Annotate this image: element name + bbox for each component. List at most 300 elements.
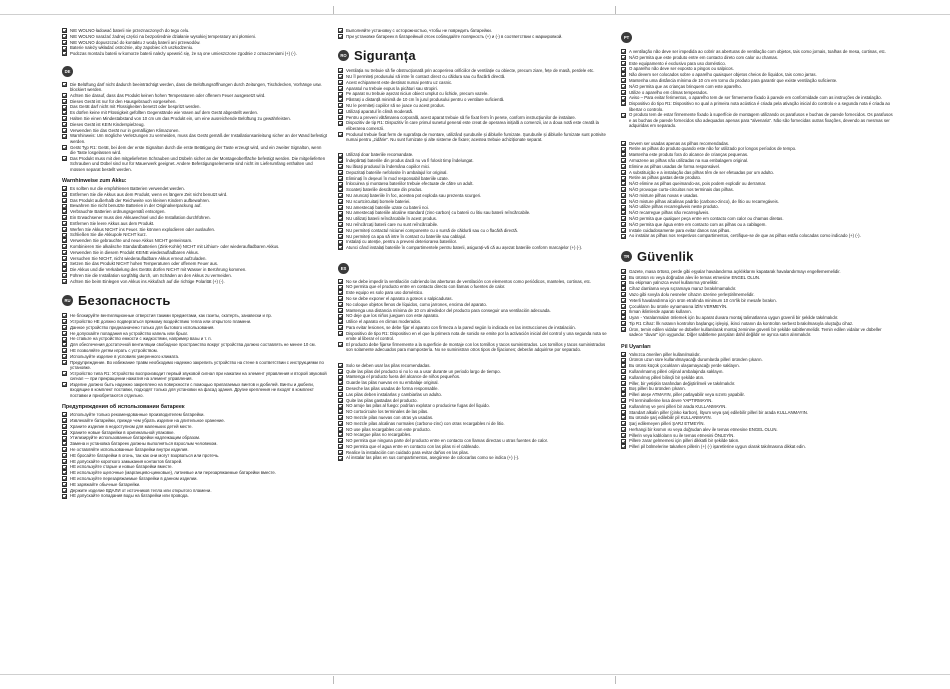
checklist-item (621, 49, 893, 54)
checklist-item (338, 432, 610, 437)
checklist-item-text: Produsul trebuie fixat ferm de suprafața de montare, utilizând șuruburile și diblurile furnizate. Șuruburile și diblurile furnizate sunt potrivite numai pentru „zidărie". Nu sunt furnizate și alte sisteme de fixare; acestea trebuie achiziționate separat. (346, 131, 606, 142)
checklist-item (62, 51, 328, 56)
section-title-ro: Siguranța (354, 48, 416, 64)
checklist-item (621, 369, 893, 374)
checklist-item (621, 280, 893, 285)
checklist-item-text: Kullanılmamış pilleri orijinal ambalajında saklayın. (629, 368, 724, 374)
checklist-item-text: Uyarı - Yaralanmaları önlemek için bu aparat duvara montaj talimatlarına uygun güvenli bir şekilde takılmalıdır. (629, 315, 839, 321)
checklist-item (338, 415, 610, 420)
checkmark-box-icon (621, 358, 626, 363)
language-badge-es: ES (338, 263, 349, 274)
checklist-item-text: Pilleri pil bölmelerine takarken pillerin (+) (-) işaretlerine uygun olarak takılmasına dikkat edin. (629, 444, 806, 450)
checkmark-box-icon (338, 240, 343, 245)
checklist-item-text: Замена и установка батареек должны выполняться взрослым человеком. (70, 441, 218, 447)
checklist-item-text: НЕ используйте щелочные (марганцево-цинковые), литиевые или перезаряжаемые батарейки вместе. (70, 470, 276, 476)
checklist-item (338, 313, 610, 318)
checklist-item (621, 415, 893, 420)
checklist-item (62, 493, 328, 498)
checklist-item (62, 382, 328, 398)
checklist-item (338, 386, 610, 391)
checklist-item-text: Tip R1 Cihaz: İlk notanın kontrolün başlangıç işleyişi, ikinci notanın da kontrolün serbest bırakılmasıyla oluştuğu cihaz. (629, 320, 854, 326)
checklist-item (62, 203, 328, 208)
checkmark-box-icon (621, 101, 626, 106)
checkmark-box-icon (62, 453, 67, 458)
checklist-item-text: Utilize o aparelho em climas temperados. (629, 89, 708, 95)
checklist-item (338, 308, 610, 313)
checkmark-box-icon (62, 418, 67, 423)
checklist-item-text: Depozitați bateriile nefolosite în ambalajul lor original. (346, 169, 448, 175)
column-right (621, 28, 893, 450)
checkmark-box-icon (338, 279, 343, 284)
checklist-item-text: Armazene as pilhas não utilizadas na sua embalagem original. (629, 157, 749, 163)
checklist-item-text: Ürünün uzun süre kullanılmayacağı durumlarda pilleri üründen çıkarın. (629, 357, 763, 363)
checklist-item-text: El producto debe fijarse firmemente a la superficie de montaje con los tornillos y tacos suministrados. Los tornillos y tacos suministrados son solamente adecuados para mampostería. No se suministran otros tipos de fijaciones; deberán adquirirse por separado. (346, 341, 606, 353)
checkmark-box-icon (338, 92, 343, 97)
checklist-item (62, 371, 328, 382)
checklist-item (338, 115, 610, 120)
pl-battery-warnings (62, 28, 328, 57)
checklist-item (62, 93, 328, 98)
checklist-item-text: NU scurtcircuitați bornele bateriei. (346, 198, 411, 204)
checkmark-box-icon (62, 250, 67, 255)
checklist-item (62, 40, 328, 45)
checkmark-box-icon (338, 319, 343, 324)
checklist-item (621, 164, 893, 169)
checklist-item (338, 290, 610, 295)
checklist-item (62, 28, 328, 33)
checklist-item (62, 418, 328, 423)
checkmark-box-icon (621, 205, 626, 210)
checklist-item-text: Piller, bir yetişkin tarafından değiştirilmeli ve takılmalıdır. (629, 380, 736, 386)
checklist-item (338, 193, 610, 198)
checklist-item (62, 267, 328, 272)
checkmark-box-icon (621, 421, 626, 426)
checklist-item (62, 122, 328, 127)
checklist-item-text: Не ставьте на устройство емкости с жидкостями, например вазы и т. п. (70, 336, 212, 342)
checklist-item-text: NÃO permita que as crianças brinquem com este aparelho. (629, 83, 742, 89)
checkmark-box-icon (62, 186, 67, 191)
checklist-item (621, 61, 893, 66)
checklist-item (621, 175, 893, 180)
checkmark-box-icon (62, 354, 67, 359)
checkmark-box-icon (338, 285, 343, 290)
checklist-item (338, 34, 610, 39)
checklist-item (62, 238, 328, 243)
section-header-ru (62, 293, 328, 308)
checklist-item-text: No coloque objetos llenos de líquidos, como jarrones, encima del aparato. (346, 301, 487, 307)
checkmark-box-icon (62, 156, 67, 161)
checklist-item (62, 453, 328, 458)
checkmark-box-icon (621, 228, 626, 233)
checkmark-box-icon (338, 86, 343, 91)
checklist-item-text: Выполняйте установку с осторожностью, чтобы не повредить батарейки. (346, 28, 492, 33)
checkmark-box-icon (621, 292, 626, 297)
checklist-item (62, 325, 328, 330)
checklist-item-text: Retire as pilhas gastas deste produto. (629, 175, 702, 181)
checklist-item (338, 158, 610, 163)
checkmark-box-icon (338, 438, 343, 443)
checklist-item-text: NÃO permita que água entre em contacto com as pilhas ou a cablagem. (629, 221, 767, 227)
checkmark-box-icon (62, 441, 67, 446)
checklist-item-text: Werfen Sie Akkus NICHT ins Feuer. Sie können explodieren oder auslaufen. (70, 226, 216, 232)
checkmark-box-icon (338, 450, 343, 455)
checklist-item (62, 273, 328, 278)
checklist-item-text: Entfernen Sie leere Akkus aus dem Produkt. (70, 220, 155, 226)
checkmark-box-icon (621, 181, 626, 186)
checklist-item (338, 455, 610, 460)
checklist-item-text: Утилизируйте использованные батарейки надлежащим образом. (70, 435, 201, 441)
checklist-item (62, 104, 328, 109)
checklist-item (338, 187, 610, 192)
checklist-item (621, 101, 893, 112)
tr-safety-list (621, 269, 893, 338)
checklist-item-text: NO mezcle pilas alcalinas normales (carbono-zinc) con otras recargables ni de litio. (346, 420, 505, 426)
checkmark-box-icon (62, 436, 67, 441)
checklist-item (338, 398, 610, 403)
checklist-item-text: Çocukların bu ürünle oynamasına İZİN VERMEYİN. (629, 303, 728, 309)
checklist-item-text: Yeterli havalandırma için ürün etrafında minimum 10 cm'lik bir mesafe bırakın. (629, 297, 777, 303)
checklist-item-text: No se debe impedir la ventilación cubriendo las aberturas de ventilación con elementos como periódicos, manteles, cortinas, etc. (346, 278, 592, 284)
checklist-item (621, 392, 893, 397)
checkmark-box-icon (621, 187, 626, 192)
checklist-item-text: Nu lăsați produsul la îndemâna copiilor mici. (346, 163, 431, 169)
checklist-item-text: Не блокируйте вентиляционные отверстия такими предметами, как газеты, скатерть, занавески и пр. (70, 313, 273, 319)
checkmark-box-icon (338, 386, 343, 391)
checklist-item-text: NU permiteți ca apa să intre în contact cu bateriile sau cablajul. (346, 233, 467, 239)
de-battery-list (62, 186, 328, 284)
checklist-item (62, 116, 328, 121)
checklist-item-text: Dispositivo de tipo R1: Dispositivo en el que la primera nota de sonido se emite por la activación inicial del control y una segunda nota se emite al liberar el control. (346, 330, 607, 342)
checklist-item-text: NU utilizați baterii reîncărcabile în acest produs. (346, 216, 437, 222)
checklist-item (338, 234, 610, 239)
checklist-item-text: NO arroje las pilas al fuego: podrían explotar o producirse fugas del líquido. (346, 403, 490, 409)
checklist-item-text: Pil terminallerine kısa devre YAPTIRMAYIN. (629, 397, 713, 403)
checklist-item-text: NÃO provoque curto-circuitos nos terminais das pilhas. (629, 186, 734, 192)
checklist-item (62, 250, 328, 255)
checklist-item (62, 128, 328, 133)
checkmark-box-icon (62, 325, 67, 330)
checklist-item (338, 210, 610, 215)
checklist-item-text: Pillere zarar gelmemesi için pilleri dikkatli bir şekilde takın. (629, 438, 740, 444)
checklist-item-text: Dispozitiv de tip R1: Dispozitiv în care primul sunetul general este creat de operarea inițială a comenzii, iar a doua notă este creată la eliberarea comenzii. (346, 120, 599, 131)
checklist-item (338, 91, 610, 96)
checkmark-box-icon (621, 210, 626, 215)
checklist-item (621, 375, 893, 380)
checklist-item-text: Não devem ser colocados sobre o aparelho quaisquer objetos cheios de líquidos, tais como jarras. (629, 72, 817, 78)
checklist-item-text: Ventilația nu trebuie să fie obstrucționată prin acoperirea orificiilor de ventilație cu obiecte, precum ziare, fețe de masă, perdele etc. (346, 68, 595, 74)
language-badge-ro: RO (338, 50, 349, 61)
checklist-item (621, 357, 893, 362)
checklist-item (621, 199, 893, 204)
checklist-item-text: Ürün, temin edilen vidalar ve dübeller kullanılarak montaj zeminine güvenli bir şekilde sabitlenmelidir. Temin edilen vidalar ve dübeller sadece "duvar" için uygundur. Diğer sabitleme parçaları dahil değildir ve ayrıca satın alınmalıdır. (629, 326, 882, 338)
checkmark-box-icon (62, 459, 67, 464)
checklist-item-text: Не оставляйте использованные батарейки внутри изделия. (70, 446, 189, 452)
checkmark-box-icon (621, 275, 626, 280)
checklist-item (62, 82, 328, 93)
checklist-item-text: O produto tem de estar firmemente fixado à superfície de montagem utilizando os parafusos e buchas de parede fornecidos. Os parafusos e as buchas de parede fornecidos são adequados apenas para "alvenaria". Não são fornecidas outras fixações, devendo as mesmas ser adquiridas em separado. (629, 112, 893, 129)
checklist-item (62, 145, 328, 156)
checkmark-box-icon (338, 375, 343, 380)
checkmark-box-icon (621, 392, 626, 397)
checklist-item-text: Не допускайте попадания на устройство капель или брызг. (70, 330, 188, 336)
checklist-item-text: Îndepărtați bateriile din produs dacă nu va fi folosit timp îndelungat. (346, 158, 474, 164)
checklist-item-text: Ein Erwachsener muss den Akkuwechsel und die Installation durchführen. (70, 214, 211, 220)
checklist-item-text: Aparatul nu trebuie expus la picături sau stropiri. (346, 85, 438, 91)
checklist-item (338, 181, 610, 186)
checklist-item (338, 284, 610, 289)
checklist-item (62, 342, 328, 347)
checklist-item (338, 363, 610, 368)
checkmark-box-icon (621, 387, 626, 392)
checklist-item (62, 192, 328, 197)
checkmark-box-icon (338, 103, 343, 108)
checkmark-box-icon (62, 337, 67, 342)
checklist-item-text: Achten Sie darauf, dass das Produkt keinen hohen Temperaturen oder offenem Feuer ausgesetzt wird. (70, 92, 266, 98)
checklist-item-text: NO use pilas recargables con este producto. (346, 426, 431, 432)
checkmark-box-icon (338, 164, 343, 169)
pt-safety-list (621, 49, 893, 129)
checklist-item-text: NÃO utilize pilhas recarregáveis neste produto. (629, 204, 719, 210)
checklist-item-text: NU aruncați bateriile în foc, acestea pot exploda sau prezenta scurgeri. (346, 192, 482, 198)
checkmark-box-icon (621, 404, 626, 409)
checklist-item-text: NU permiteți contactul niciunei componente cu o sursă de căldură sau cu o flacără directă. (346, 227, 518, 233)
checkmark-box-icon (62, 238, 67, 243)
checkmark-box-icon (621, 415, 626, 420)
checklist-item-text: Halten Sie einen Mindestabstand von 10 cm um das Produkt ein, um eine ausreichende Belüftung zu gewährleisten. (70, 115, 291, 121)
checklist-item-text: Guarde las pilas nuevas en su embalaje original. (346, 380, 439, 386)
checkmark-box-icon (62, 476, 67, 481)
checklist-item (621, 421, 893, 426)
checklist-item-text: НЕ позволяйте детям играть с устройством. (70, 347, 158, 353)
checkmark-box-icon (62, 348, 67, 353)
checkmark-box-icon (62, 233, 67, 238)
checkmark-box-icon (621, 315, 626, 320)
checkmark-box-icon (338, 115, 343, 120)
checklist-item (338, 28, 610, 33)
checkmark-box-icon (338, 182, 343, 187)
checklist-item-text: Realice la instalación con cuidado para evitar daños en las pilas. (346, 449, 470, 455)
checklist-item (621, 72, 893, 77)
checkmark-box-icon (621, 281, 626, 286)
checkmark-box-icon (621, 222, 626, 227)
checklist-item-text: NU amestecați bateriile uzate cu baterii noi. (346, 204, 429, 210)
checklist-item-text: Dieses Gerät ist KEIN Kinderspielzeug. (70, 121, 145, 127)
checklist-item-text: Standart alkalin piller (çinko karbon), lityum veya şarj edilebilir pilleri bir arada KULLANMAYIN. (629, 409, 809, 415)
checkmark-box-icon (338, 153, 343, 158)
checkmark-box-icon (338, 427, 343, 432)
section-header-es (338, 263, 610, 274)
checklist-item (621, 286, 893, 291)
checklist-item-text: Pe aparat nu trebuie așezat niciun obiect umplut cu lichide, precum vazele. (346, 91, 489, 97)
checklist-item-text: Dispositivo do tipo R1: Dispositivo no qual a primeira nota acústica é criada pela ativação inicial do controlo e a segunda nota é criada ao libertar o controlo. (629, 101, 891, 112)
checkmark-box-icon (621, 147, 626, 152)
checklist-item (338, 216, 610, 221)
checkmark-box-icon (621, 84, 626, 89)
checklist-item (338, 444, 610, 449)
checklist-item-text: Las pilas deben instalarlas y cambiarlas un adulto. (346, 391, 443, 397)
checklist-item-text: NÃO misture pilhas novas e usadas. (629, 192, 699, 198)
checklist-item-text: NO permita que ninguna parte del producto entre en contacto con llamas directas u otras fuentes de calor. (346, 438, 549, 444)
checklist-item-text: Das Produkt außerhalb der Reichweite von kleinen Kindern aufbewahren. (70, 197, 210, 203)
checklist-item (62, 412, 328, 417)
checkmark-box-icon (621, 234, 626, 239)
checklist-item-text: Verwenden Sie in diesem Produkt KEINE wiederaufladbaren Akkus. (70, 249, 199, 255)
checkmark-box-icon (338, 296, 343, 301)
checklist-item (338, 86, 610, 91)
checklist-item (621, 233, 893, 238)
de-safety-list (62, 82, 328, 172)
checklist-item-text: Instalați cu atenție, pentru a preveni deteriorarea bateriilor. (346, 239, 458, 245)
checklist-item (62, 45, 328, 50)
checkmark-box-icon (62, 424, 67, 429)
checkmark-box-icon (62, 273, 67, 278)
checklist-item (338, 103, 610, 108)
checkmark-box-icon (621, 363, 626, 368)
checklist-item-text: Şarj edilemeyen pilleri ŞARJ ETMEYİN. (629, 421, 705, 427)
checklist-item (62, 215, 328, 220)
checklist-item-text: Kullanılmış ve yeni pilleri bir arada KULLANMAYIN. (629, 403, 727, 409)
checklist-item-text: Utilice el aparato en climas moderados. (346, 319, 422, 325)
checkmark-box-icon (62, 227, 67, 232)
checklist-item-text: Ao instalar as pilhas nos respetivos compartimentos, certifique-se de que as pilhas estão colocadas como indicado (+) (-). (629, 233, 861, 239)
checklist-item (62, 435, 328, 440)
checklist-item (62, 133, 328, 144)
checklist-item-text: Este equipamento é exclusivo para uso doméstico. (629, 60, 726, 66)
checklist-item-text: Este equipo es solo para uso doméstico. (346, 290, 424, 296)
checklist-item (338, 342, 610, 353)
checklist-item (621, 410, 893, 415)
checkmark-box-icon (621, 444, 626, 449)
checklist-item-text: NU îl permiteți produsului să intre în contact direct cu căldura sau cu flacără directă. (346, 74, 506, 79)
checklist-item (338, 438, 610, 443)
checklist-item (62, 476, 328, 481)
checklist-item (621, 216, 893, 221)
checklist-item (338, 80, 610, 85)
checklist-item (338, 97, 610, 102)
checkmark-box-icon (62, 215, 67, 220)
checkmark-box-icon (338, 415, 343, 420)
checklist-item (62, 336, 328, 341)
checklist-item (338, 228, 610, 233)
checklist-item-text: Изделие должно быть надежно закреплено на поверхности с помощью прилагаемых винтов и дюбелей. Винты и дюбели, входящие в комплект поставки, подходят только для установки на фасад здания. Другие крепления не входят в комплект поставки и приобретаются отдельно. (70, 381, 314, 398)
checkmark-box-icon (338, 456, 343, 461)
checklist-item (621, 386, 893, 391)
checkmark-box-icon (621, 67, 626, 72)
checklist-item-text: Schließen Sie die Akkupole NICHT kurz. (70, 232, 147, 238)
tr-battery-title: Pil Uyarıları (621, 343, 651, 350)
checkmark-box-icon (338, 308, 343, 313)
checkmark-box-icon (62, 105, 67, 110)
checklist-item (62, 488, 328, 493)
checklist-item (621, 444, 893, 449)
de-battery-title: Warnhinweise zum Akku: (62, 178, 127, 184)
checklist-item (338, 245, 610, 250)
checklist-item (338, 170, 610, 175)
checklist-item-text: Boş pilleri bu üründen çıkarın. (629, 386, 686, 392)
checklist-item-text: Держите изделие ВДАЛИ от источников тепла или открытого пламени. (70, 487, 212, 493)
checkmark-box-icon (62, 244, 67, 249)
checklist-item (621, 398, 893, 403)
checkmark-box-icon (338, 211, 343, 216)
checkmark-box-icon (62, 465, 67, 470)
checkmark-box-icon (338, 432, 343, 437)
checklist-item (338, 152, 610, 157)
checklist-item-text: Aviso – Para evitar ferimentos, o aparelho tem de ser firmemente fixado à parede em conformidade com as instruções de instalação. (629, 95, 882, 101)
language-badge-ru: RU (62, 295, 73, 306)
checklist-item (338, 319, 610, 324)
checkmark-box-icon (62, 198, 67, 203)
checkmark-box-icon (338, 68, 343, 73)
checklist-item-text: Das Gerät darf nicht mit Flüssigkeiten benetzt oder bespritzt werden. (70, 104, 201, 110)
checklist-item (338, 427, 610, 432)
checklist-item (338, 325, 610, 330)
checkmark-box-icon (621, 352, 626, 357)
checklist-item-text: Podczas montażu baterii w komorze baterii należy upewnić się, że są one umieszczone zgodnie z oznaczeniami (+) (-). (70, 51, 297, 57)
checklist-item (621, 304, 893, 309)
checkmark-box-icon (338, 222, 343, 227)
checklist-item-text: NÃO misture pilhas alcalinas padrão (carbono-zinco), de lítio ou recarregáveis. (629, 198, 779, 204)
checkmark-box-icon (621, 327, 626, 332)
checklist-item (621, 327, 893, 338)
crop-mark (615, 6, 616, 14)
ro-safety-list (338, 68, 610, 142)
checkmark-box-icon (621, 298, 626, 303)
checkmark-box-icon (338, 80, 343, 85)
checkmark-box-icon (62, 262, 67, 267)
checklist-item-text: Bewahren Sie nicht benutzte Batterien in der Originalverpackung auf. (70, 203, 202, 209)
checklist-item (621, 187, 893, 192)
checklist-item (621, 228, 893, 233)
checkmark-box-icon (338, 205, 343, 210)
checkmark-box-icon (62, 204, 67, 209)
checkmark-box-icon (62, 382, 67, 387)
checklist-item-text: Pilleri ateşe ATMAYIN, piller patlayabilir veya sızıntı yapabilir. (629, 392, 745, 398)
checkmark-box-icon (338, 187, 343, 192)
ru-safety-list (62, 313, 328, 398)
checkmark-box-icon (621, 113, 626, 118)
checklist-item-text: Para evitar lesiones, se debe fijar el aparato con firmeza a la pared según lo indicado en las instrucciones de instalación. (346, 324, 576, 330)
checklist-item (62, 34, 328, 39)
checkmark-box-icon (338, 176, 343, 181)
checklist-item (621, 78, 893, 83)
checkmark-box-icon (621, 381, 626, 386)
crop-mark (333, 6, 334, 14)
checkmark-box-icon (338, 132, 343, 137)
checklist-item-text: Entfernen Sie die Akkus aus dem Produkt, wenn es längere Zeit nicht benutzt wird. (70, 191, 228, 197)
ro-battery-list (338, 152, 610, 250)
checkmark-box-icon (62, 482, 67, 487)
checkmark-box-icon (338, 245, 343, 250)
checklist-item-text: Vazo gibi sıvıyla dolu nesneler cihazın üzerine yerleştirilmemelidir. (629, 291, 755, 297)
section-header-pt (621, 32, 893, 43)
checklist-item (621, 352, 893, 357)
checklist-item-text: Ilıman iklimlerde aparatı kullanın. (629, 309, 692, 315)
checkmark-box-icon (621, 310, 626, 315)
checklist-item-text: Bu ürünü küçük çocukların ulaşamayacağı yerde saklayın. (629, 363, 740, 369)
checklist-item-text: NO deje que los niños jueguen con este aparato. (346, 313, 440, 319)
checklist-item-text: Retire as pilhas do produto quando este não for utilizado por longos períodos de tempo. (629, 146, 797, 152)
checkmark-box-icon (338, 193, 343, 198)
checklist-item (621, 141, 893, 146)
checklist-item (338, 176, 610, 181)
language-badge-tr: TR (621, 251, 632, 262)
checklist-item-text: Quite las pilas gastadas del producto. (346, 397, 418, 403)
pt-battery-list (621, 141, 893, 239)
checklist-item (621, 181, 893, 186)
checklist-item-text: Instale cuidadosamente para evitar danos nas pilhas. (629, 227, 731, 233)
checklist-item-text: Quite las pilas del producto si no lo va a usar durante un periodo largo de tiempo. (346, 368, 501, 374)
crop-mark (333, 676, 334, 684)
